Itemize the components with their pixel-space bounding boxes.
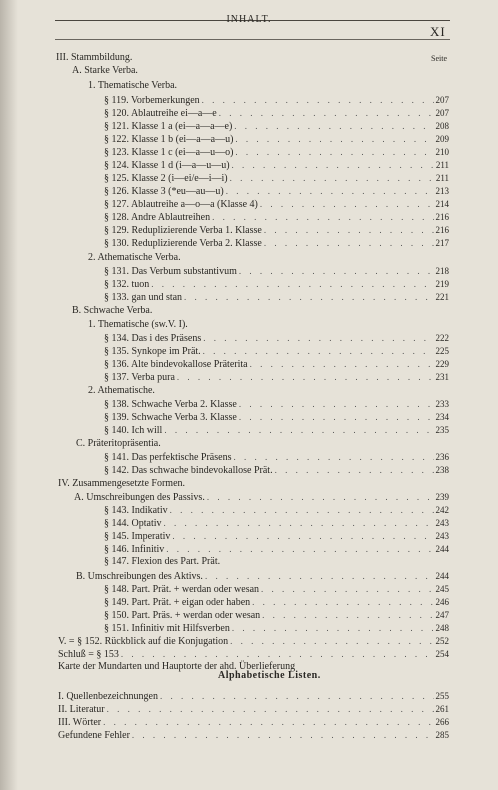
toc-leader-dots	[230, 172, 434, 184]
toc-entry	[104, 451, 449, 463]
toc-leader-dots	[151, 278, 433, 290]
toc-entry	[104, 345, 449, 357]
toc-entry-page: 252	[435, 636, 449, 646]
toc-entry-page: 243	[435, 518, 449, 528]
toc-entry	[58, 635, 449, 647]
toc-entry-label: § 120. Ablautreihe ei—a—e	[104, 108, 217, 119]
toc-entry-label: 1. Thematische (sw.V. I).	[88, 319, 188, 330]
toc-entry	[88, 319, 238, 331]
toc-entry	[104, 278, 449, 290]
toc-entry-page: 233	[435, 399, 449, 409]
toc-leader-dots	[164, 424, 433, 436]
toc-entry-label: § 127. Ablautreihe a—o—a (Klasse 4)	[104, 199, 258, 210]
toc-entry-page: 208	[435, 121, 449, 131]
toc-entry-page: 231	[435, 372, 449, 382]
toc-entry-page: 221	[435, 292, 449, 302]
page-number: XI	[430, 24, 446, 39]
alphabetical-lists-heading: Alphabetische Listen.	[218, 670, 321, 681]
toc-leader-dots	[264, 237, 434, 249]
toc-entry-label: V. = § 152. Rückblick auf die Konjugation	[58, 636, 229, 647]
toc-entry-page: 229	[435, 359, 449, 369]
toc-entry-label: § 145. Imperativ	[104, 531, 171, 542]
toc-entry-label: III. Wörter	[58, 717, 102, 728]
toc-entry	[56, 52, 166, 64]
toc-leader-dots	[166, 543, 433, 555]
toc-entry-page: 209	[435, 134, 449, 144]
toc-leader-dots	[252, 596, 433, 608]
toc-entry-label: § 132. tuon	[104, 279, 150, 290]
toc-entry-label: § 131. Das Verbum substantivum	[104, 266, 237, 277]
toc-entry	[104, 398, 449, 410]
toc-entry-label: 1. Thematische Verba.	[88, 80, 178, 91]
toc-leader-dots	[226, 185, 434, 197]
toc-entry-label: I. Quellenbezeichnungen	[58, 691, 158, 702]
toc-leader-dots	[250, 358, 434, 370]
toc-entry-label: § 135. Synkope im Prät.	[104, 346, 201, 357]
toc-leader-dots	[230, 635, 433, 647]
toc-entry	[104, 237, 449, 249]
toc-entry	[72, 305, 192, 317]
toc-leader-dots	[239, 411, 434, 423]
toc-entry	[104, 198, 449, 210]
toc-entry-page: 222	[435, 333, 449, 343]
toc-entry	[88, 252, 228, 264]
toc-entry-page: 219	[435, 279, 449, 289]
toc-entry-label: § 146. Infinitiv	[104, 544, 165, 555]
toc-entry	[104, 146, 449, 158]
toc-entry-label: § 128. Andre Ablautreihen	[104, 212, 211, 223]
toc-entry-page: 235	[435, 425, 449, 435]
toc-entry	[104, 371, 449, 383]
toc-entry-label: A. Umschreibungen des Passivs.	[74, 492, 205, 503]
toc-entry-page: 216	[435, 212, 449, 222]
toc-entry	[76, 570, 449, 582]
toc-entry-label: § 122. Klasse 1 b (ei—a—a—u)	[104, 134, 234, 145]
toc-entry-label: 2. Athematische Verba.	[88, 252, 181, 263]
toc-entry-label: § 134. Das i des Präsens	[104, 333, 202, 344]
toc-entry-page: 207	[435, 95, 449, 105]
toc-entry-page: 211	[435, 173, 449, 183]
toc-entry-page: 214	[435, 199, 449, 209]
toc-entry-label: Karte der Mundarten und Hauptorte der ahd. Überlieferung	[58, 661, 296, 672]
toc-entry	[58, 690, 449, 702]
toc-leader-dots	[170, 504, 434, 516]
toc-entry	[104, 291, 449, 303]
toc-entry	[76, 438, 216, 450]
toc-entry-label: § 121. Klasse 1 a (ei—a—a—e)	[104, 121, 233, 132]
toc-entry-page: 238	[435, 465, 449, 475]
toc-leader-dots	[232, 622, 434, 634]
toc-entry-label: § 147. Flexion des Part. Prät.	[104, 556, 221, 567]
toc-entry	[104, 265, 449, 277]
toc-entry-label: § 124. Klasse 1 d (i—a—u—u)	[104, 160, 230, 171]
toc-entry	[104, 94, 449, 106]
toc-entry-label: 2. Athematische.	[88, 385, 155, 396]
toc-leader-dots	[262, 609, 433, 621]
toc-entry-page: 234	[435, 412, 449, 422]
toc-leader-dots	[164, 517, 434, 529]
toc-entry-label: § 150. Part. Präs. + werdan oder wesan	[104, 610, 261, 621]
toc-entry-page: 236	[435, 452, 449, 462]
toc-entry	[104, 211, 449, 223]
toc-leader-dots	[239, 398, 434, 410]
toc-entry-label: § 140. Ich will	[104, 425, 163, 436]
toc-entry-page: 239	[435, 492, 449, 502]
toc-leader-dots	[234, 120, 433, 132]
toc-leader-dots	[239, 265, 434, 277]
toc-leader-dots	[232, 159, 434, 171]
toc-entry	[88, 385, 228, 397]
toc-entry	[104, 358, 449, 370]
toc-leader-dots	[203, 345, 434, 357]
toc-entry	[104, 556, 259, 568]
toc-entry	[104, 504, 449, 516]
toc-entry	[104, 530, 449, 542]
toc-entry-page: 218	[435, 266, 449, 276]
toc-entry-page: 207	[435, 108, 449, 118]
toc-leader-dots	[212, 211, 433, 223]
toc-entry	[104, 172, 449, 184]
toc-entry-page: 247	[435, 610, 449, 620]
toc-entry-label: § 129. Reduplizierende Verba 1. Klasse	[104, 225, 262, 236]
toc-entry-label: IV. Zusammengesetzte Formen.	[58, 478, 186, 489]
toc-leader-dots	[233, 451, 433, 463]
toc-entry-page: 254	[435, 649, 449, 659]
toc-leader-dots	[261, 583, 433, 595]
toc-entry-label: § 137. Verba pura	[104, 372, 175, 383]
toc-entry-label: Schluß = § 153	[58, 649, 119, 660]
toc-entry-page: 261	[435, 704, 449, 714]
toc-entry	[58, 729, 449, 741]
toc-entry	[104, 411, 449, 423]
toc-entry	[104, 185, 449, 197]
toc-entry-label: § 149. Part. Prät. + eigan oder haben	[104, 597, 251, 608]
toc-entry-label: § 123. Klasse 1 c (ei—a—u—o)	[104, 147, 234, 158]
toc-entry	[58, 648, 449, 660]
toc-entry-page: 248	[435, 623, 449, 633]
toc-entry	[104, 107, 449, 119]
toc-leader-dots	[184, 291, 433, 303]
toc-leader-dots	[172, 530, 433, 542]
toc-entry-page: 213	[435, 186, 449, 196]
toc-entry-page: 255	[435, 691, 449, 701]
toc-entry	[104, 583, 449, 595]
toc-leader-dots	[107, 703, 434, 715]
toc-leader-dots	[235, 146, 433, 158]
toc-entry	[104, 224, 449, 236]
toc-entry-label: § 125. Klasse 2 (i—ei/e—i—i)	[104, 173, 228, 184]
toc-entry	[104, 120, 449, 132]
toc-entry-label: § 148. Part. Prät. + werdan oder wesan	[104, 584, 260, 595]
toc-entry	[88, 80, 228, 92]
toc-entry-page: 266	[435, 717, 449, 727]
toc-entry-label: § 139. Schwache Verba 3. Klasse	[104, 412, 237, 423]
toc-entry-label: § 119. Vorbemerkungen	[104, 95, 200, 106]
toc-leader-dots	[205, 570, 434, 582]
toc-entry	[58, 478, 218, 490]
toc-leader-dots	[160, 690, 434, 702]
toc-entry-label: B. Schwache Verba.	[72, 305, 153, 316]
toc-entry	[104, 424, 449, 436]
toc-leader-dots	[103, 716, 433, 728]
toc-entry-label: Gefundene Fehler	[58, 730, 130, 741]
toc-entry-label: § 144. Optativ	[104, 518, 162, 529]
toc-entry-page: 244	[435, 544, 449, 554]
toc-leader-dots	[202, 94, 434, 106]
toc-entry-label: § 126. Klasse 3 (*eu—au—u)	[104, 186, 224, 197]
toc-entry-label: § 133. gan und stan	[104, 292, 183, 303]
toc-entry-page: 244	[435, 571, 449, 581]
toc-entry	[58, 716, 449, 728]
toc-leader-dots	[177, 371, 434, 383]
toc-entry	[104, 596, 449, 608]
toc-entry	[104, 517, 449, 529]
toc-entry-page: 243	[435, 531, 449, 541]
toc-entry-page: 217	[435, 238, 449, 248]
toc-entry	[74, 491, 449, 503]
toc-entry-label: § 136. Alte bindevokallose Präterita	[104, 359, 248, 370]
toc-entry	[104, 543, 449, 555]
toc-leader-dots	[260, 198, 434, 210]
toc-entry-page: 245	[435, 584, 449, 594]
toc-entry-label: C. Präteritopräsentia.	[76, 438, 161, 449]
toc-entry	[104, 332, 449, 344]
running-title: INHALT.	[226, 14, 272, 25]
toc-entry-page: 216	[435, 225, 449, 235]
seite-label: Seite	[431, 54, 447, 63]
toc-entry-page: 210	[435, 147, 449, 157]
toc-leader-dots	[275, 464, 434, 476]
toc-entry-label: II. Literatur	[58, 704, 105, 715]
toc-entry-label: B. Umschreibungen des Aktivs.	[76, 571, 203, 582]
toc-leader-dots	[207, 491, 434, 503]
toc-entry-page: 285	[435, 730, 449, 740]
toc-entry	[72, 65, 182, 77]
toc-entry-label: § 143. Indikativ	[104, 505, 168, 516]
toc-entry-page: 246	[435, 597, 449, 607]
toc-entry-label: III. Stammbildung.	[56, 52, 133, 63]
toc-entry-label: § 141. Das perfektische Präsens	[104, 452, 232, 463]
toc-entry	[104, 609, 449, 621]
toc-leader-dots	[235, 133, 433, 145]
toc-entry-label: § 130. Reduplizierende Verba 2. Klasse	[104, 238, 262, 249]
toc-entry	[104, 133, 449, 145]
toc-entry-label: § 138. Schwache Verba 2. Klasse	[104, 399, 237, 410]
toc-leader-dots	[264, 224, 434, 236]
toc-entry-page: 211	[435, 160, 449, 170]
toc-entry	[58, 703, 449, 715]
toc-leader-dots	[121, 648, 434, 660]
toc-entry-page: 225	[435, 346, 449, 356]
toc-entry-label: § 142. Das schwache bindevokallose Prät.	[104, 465, 273, 476]
toc-leader-dots	[219, 107, 434, 119]
toc-leader-dots	[132, 729, 434, 741]
toc-entry	[104, 622, 449, 634]
toc-entry-label: A. Starke Verba.	[72, 65, 138, 76]
toc-entry-label: § 151. Infinitiv mit Hilfsverben	[104, 623, 230, 634]
toc-entry	[104, 464, 449, 476]
toc-leader-dots	[203, 332, 433, 344]
toc-entry-page: 242	[435, 505, 449, 515]
toc-entry	[104, 159, 449, 171]
